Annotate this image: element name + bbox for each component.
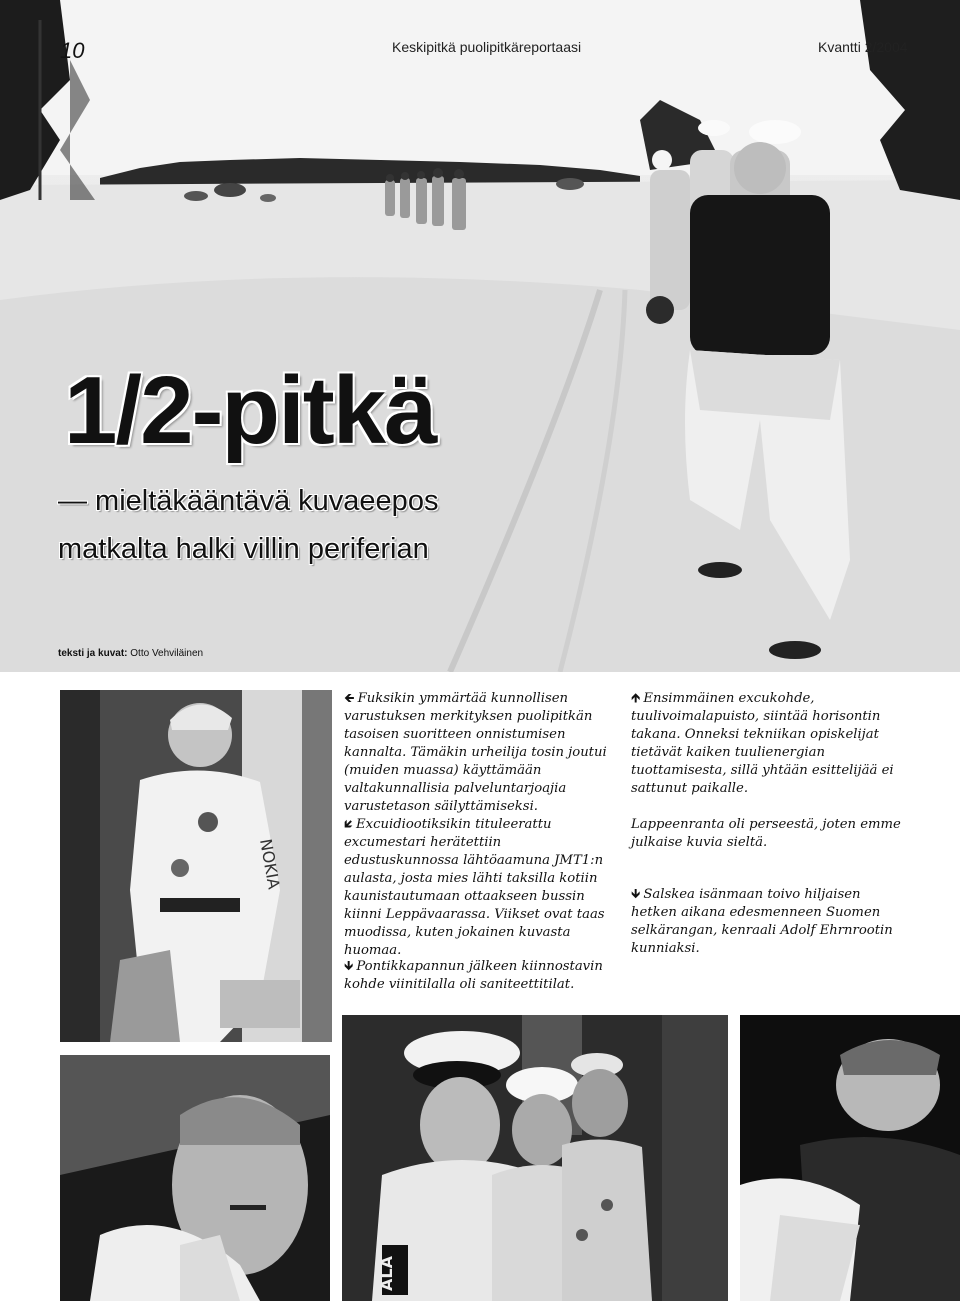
caption-excumestari [344, 816, 616, 960]
caption-lappeenranta [631, 816, 903, 852]
article-headline: 1/2-pitkä [64, 357, 436, 464]
caption-overalls-text: Fuksikin ymmärtää kunnollisen varustuksen merkityksen puolipitkän tasoisen suoritteen onnistumisen kannalta. Tämäkin urheilija tosin joutui (muiden muassa) käyttämään valtakunnallisia palveluntarjoajia varustetason säilyttämiseksi. [344, 691, 607, 814]
moustache-student-image [60, 1055, 330, 1301]
article-subhead-line1: — mieltäkääntävä kuvaeepos [58, 485, 439, 517]
caption-overalls [344, 690, 616, 816]
capped-students-image [342, 1015, 728, 1301]
caption-viinitila [344, 958, 634, 994]
photo-capped-students [342, 1015, 728, 1301]
photo-saluting-student [740, 1015, 960, 1301]
arrow-down-icon: 🡻 [344, 959, 354, 974]
badge-text: ALA [377, 1256, 396, 1291]
byline [58, 648, 203, 659]
caption-ehrnrooth [631, 886, 907, 958]
caption-excumestari-text: Excuidiootiksikin tituleerattu excumestari herätettiin edustuskunnossa lähtöaamuna JMT1:n aulasta, josta mies lähti taksilla kotiin kaunistautumaan ottaakseen bussin kiinni Leppävaarassa. Viikset ovat taas muodissa, kuten jokainen kuvasta huomaa. [344, 817, 605, 958]
caption-tuulivoima [631, 690, 903, 798]
caption-lappeenranta-text: Lappeenranta oli perseestä, joten emme julkaise kuvia sieltä. [631, 817, 901, 850]
arrow-down-left-icon: 🡿 [344, 817, 354, 832]
overall-brand-text: NOKIA [256, 837, 284, 891]
caption-ehrnrooth-text: Salskea isänmaan toivo hiljaisen hetken aikana edesmenneen Suomen selkärangan, kenraali Adolf Ehrnrootin kunniaksi. [631, 887, 893, 956]
byline-name: Otto Vehviläinen [130, 648, 204, 659]
photo-moustache-student [60, 1055, 330, 1301]
article-subhead-line2: matkalta halki villin periferian [58, 533, 429, 565]
caption-tuulivoima-text: Ensimmäinen excukohde, tuulivoimalapuisto, siintää horisontin takana. Onneksi tekniikan opiskelijat tietävät kaiken tuulienergian tuottamisesta, sillä yhtään esittelijää ei sattunut paikalle. [631, 691, 894, 796]
arrow-left-icon: 🡸 [344, 691, 355, 706]
arrow-down-icon: 🡻 [631, 887, 641, 902]
saluting-student-image [740, 1015, 960, 1301]
overalls-student-image [60, 690, 332, 1042]
issue-label: Kvantti 2/2004 [818, 39, 908, 55]
photo-overalls-student [60, 690, 332, 1042]
arrow-up-icon: 🡹 [631, 691, 641, 706]
page-number: 10 [60, 38, 85, 63]
caption-viinitila-text: Pontikkapannun jälkeen kiinnostavin kohde viinitilalla oli saniteettitilat. [344, 959, 603, 992]
byline-label: teksti ja kuvat: [58, 648, 128, 659]
section-title: Keskipitkä puolipitkäreportaasi [392, 39, 582, 55]
